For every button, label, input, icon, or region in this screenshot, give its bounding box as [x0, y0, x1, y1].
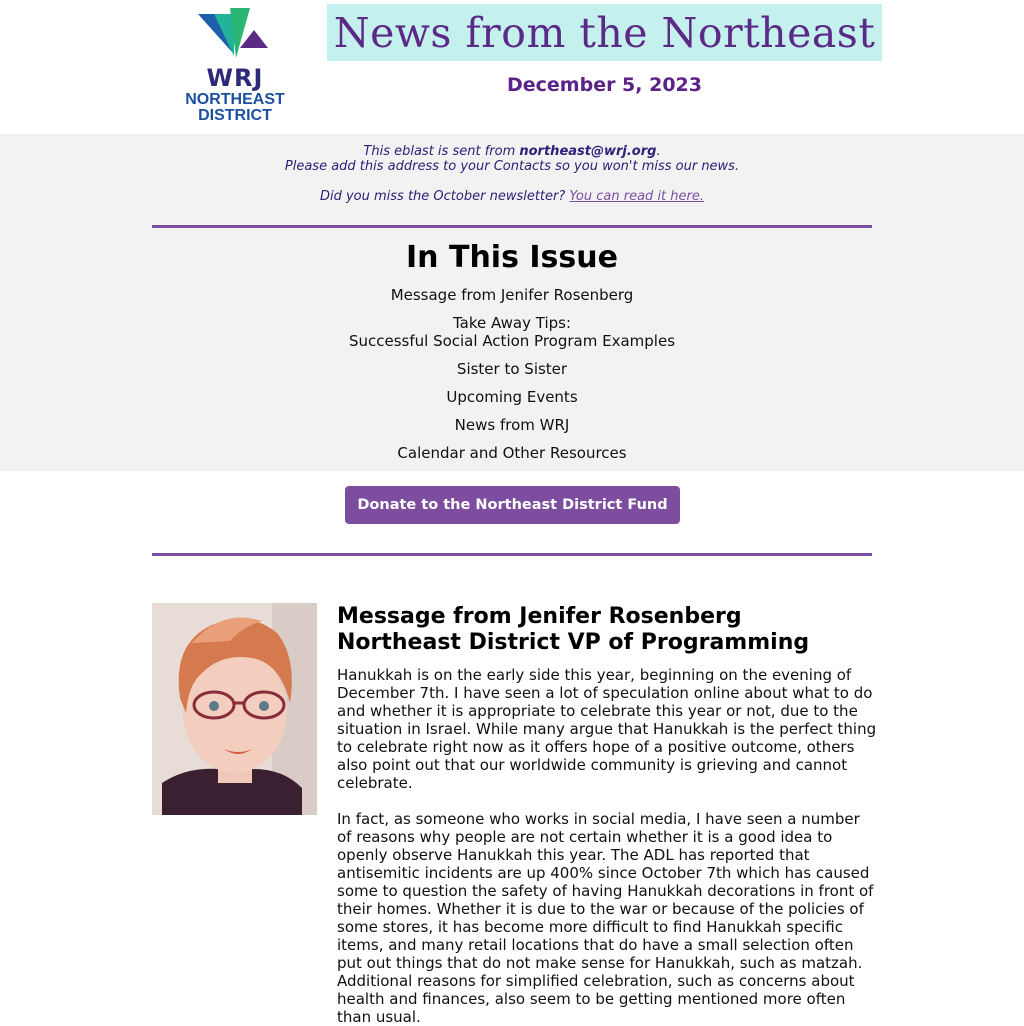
logo-district-word: DISTRICT: [198, 107, 272, 124]
donate-button[interactable]: Donate to the Northeast District Fund: [345, 486, 680, 524]
eblast-prefix: This eblast is sent from: [363, 144, 520, 159]
eblast-line2: Please add this address to your Contacts so you won't miss our news.: [284, 159, 740, 174]
eblast-notice: [0, 144, 1024, 174]
newsletter-header: [0, 0, 1024, 134]
eblast-suffix: .: [656, 144, 661, 159]
logo-wrj-text: WRJ: [206, 64, 264, 92]
message-heading: [337, 604, 897, 656]
message-title-line1: Message from Jenifer Rosenberg: [337, 604, 742, 629]
logo-district-text: [170, 92, 300, 124]
missed-text: Did you miss the October newsletter?: [319, 189, 570, 204]
portrait-image: [152, 603, 317, 815]
author-photo: [152, 603, 317, 815]
missed-newsletter: [0, 189, 1024, 204]
toc-item-news[interactable]: News from WRJ: [454, 416, 570, 434]
toc-item-social-action[interactable]: Successful Social Action Program Examples: [348, 332, 676, 350]
toc-item-message[interactable]: Message from Jenifer Rosenberg: [390, 286, 634, 304]
newsletter-title-banner: News from the Northeast: [327, 4, 882, 61]
eblast-email: northeast@wrj.org: [519, 144, 657, 159]
toc-item-takeaway[interactable]: Take Away Tips:: [452, 314, 572, 332]
wrj-logo-icon: [170, 4, 300, 64]
divider-bottom: [152, 553, 872, 556]
logo-northeast-text: NORTHEAST: [185, 91, 285, 108]
divider-top: [152, 225, 872, 228]
message-paragraph-2: In fact, as someone who works in social media, I have seen a number of reasons why people are not certain whether it is a good idea to openly observe Hanukkah this year. The ADL has reported that antisemitic incidents are up 400% since October 7th which has caused some to question the safety of having Hanukkah decorations in front of their homes. Whether it is due to the war or because of the policies of some stores, it has become more difficult to find Hanukkah specific items, and many retail locations that do have a small selection often put out things that do not make sense for Hanukkah, such as matzah. Additional reasons for simplified celebration, such as concerns about health and finances, also seem to be getting mentioned more often than usual.: [337, 810, 874, 1026]
newsletter-date: December 5, 2023: [506, 74, 702, 96]
eblast-line1: [0, 144, 1024, 159]
toc-item-calendar[interactable]: Calendar and Other Resources: [397, 444, 627, 462]
read-here-link[interactable]: You can read it here.: [569, 189, 704, 204]
message-title-line2: Northeast District VP of Programming: [337, 630, 810, 655]
message-paragraph-1: Hanukkah is on the early side this year, beginning on the evening of December 7th. I have seen a lot of speculation online about what to do and whether it is appropriate to celebrate this year or not, due to the situation in Israel. While many argue that Hanukkah is the perfect thing to celebrate right now as it offers hope of a positive outcome, others also point out that our worldwide community is grieving and cannot celebrate.: [337, 666, 877, 792]
toc-item-events[interactable]: Upcoming Events: [446, 388, 578, 406]
in-this-issue-heading: In This Issue: [406, 240, 618, 275]
toc-item-sister[interactable]: Sister to Sister: [456, 360, 568, 378]
wrj-logo[interactable]: [170, 4, 300, 124]
